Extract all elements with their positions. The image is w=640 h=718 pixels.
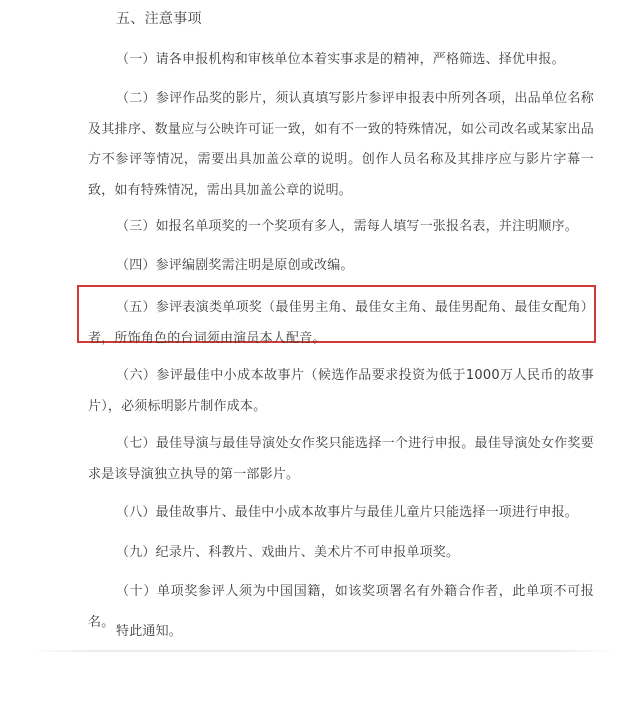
note-item-8: （八）最佳故事片、最佳中小成本故事片与最佳儿童片只能选择一项进行申报。 [116, 505, 579, 520]
note-item-2: （二）参评作品奖的影片，须认真填写影片参评申报表中所列各项，出品单位名称及其排序、数量应与公映许可证一致，如有不一致的特殊情况，如公司改名或某家出品方不参评等情况，需要出具加盖公章的说明。创作人员名称及其排序应与影片字幕一致，如有特殊情况，需出具加盖公章的说明。 [88, 91, 594, 198]
closing-notice: 特此通知。 [116, 624, 183, 639]
note-item-6: （六）参评最佳中小成本故事片（候选作品要求投资为低于1000万人民币的故事片），必须标明影片制作成本。 [88, 368, 594, 414]
section-heading: 五、注意事项 [116, 11, 202, 27]
note-item-7: （七）最佳导演与最佳导演处女作奖只能选择一个进行申报。最佳导演处女作奖要求是该导演独立执导的第一部影片。 [88, 436, 594, 482]
note-item-5-highlighted: （五）参评表演类单项奖（最佳男主角、最佳女主角、最佳男配角、最佳女配角）者，所饰角色的台词须由演员本人配音。 [88, 300, 594, 346]
note-item-10: （十）单项奖参评人须为中国国籍，如该奖项署名有外籍合作者，此单项不可报名。 [88, 584, 594, 630]
note-item-3: （三）如报名单项奖的一个奖项有多人，需每人填写一张报名表，并注明顺序。 [116, 219, 579, 234]
note-item-9: （九）纪录片、科教片、戏曲片、美术片不可申报单项奖。 [116, 545, 460, 560]
page-bottom-divider [30, 650, 615, 652]
note-item-4: （四）参评编剧奖需注明是原创或改编。 [116, 258, 354, 273]
note-item-1: （一）请各申报机构和审核单位本着实事求是的精神，严格筛选、择优申报。 [116, 52, 565, 67]
